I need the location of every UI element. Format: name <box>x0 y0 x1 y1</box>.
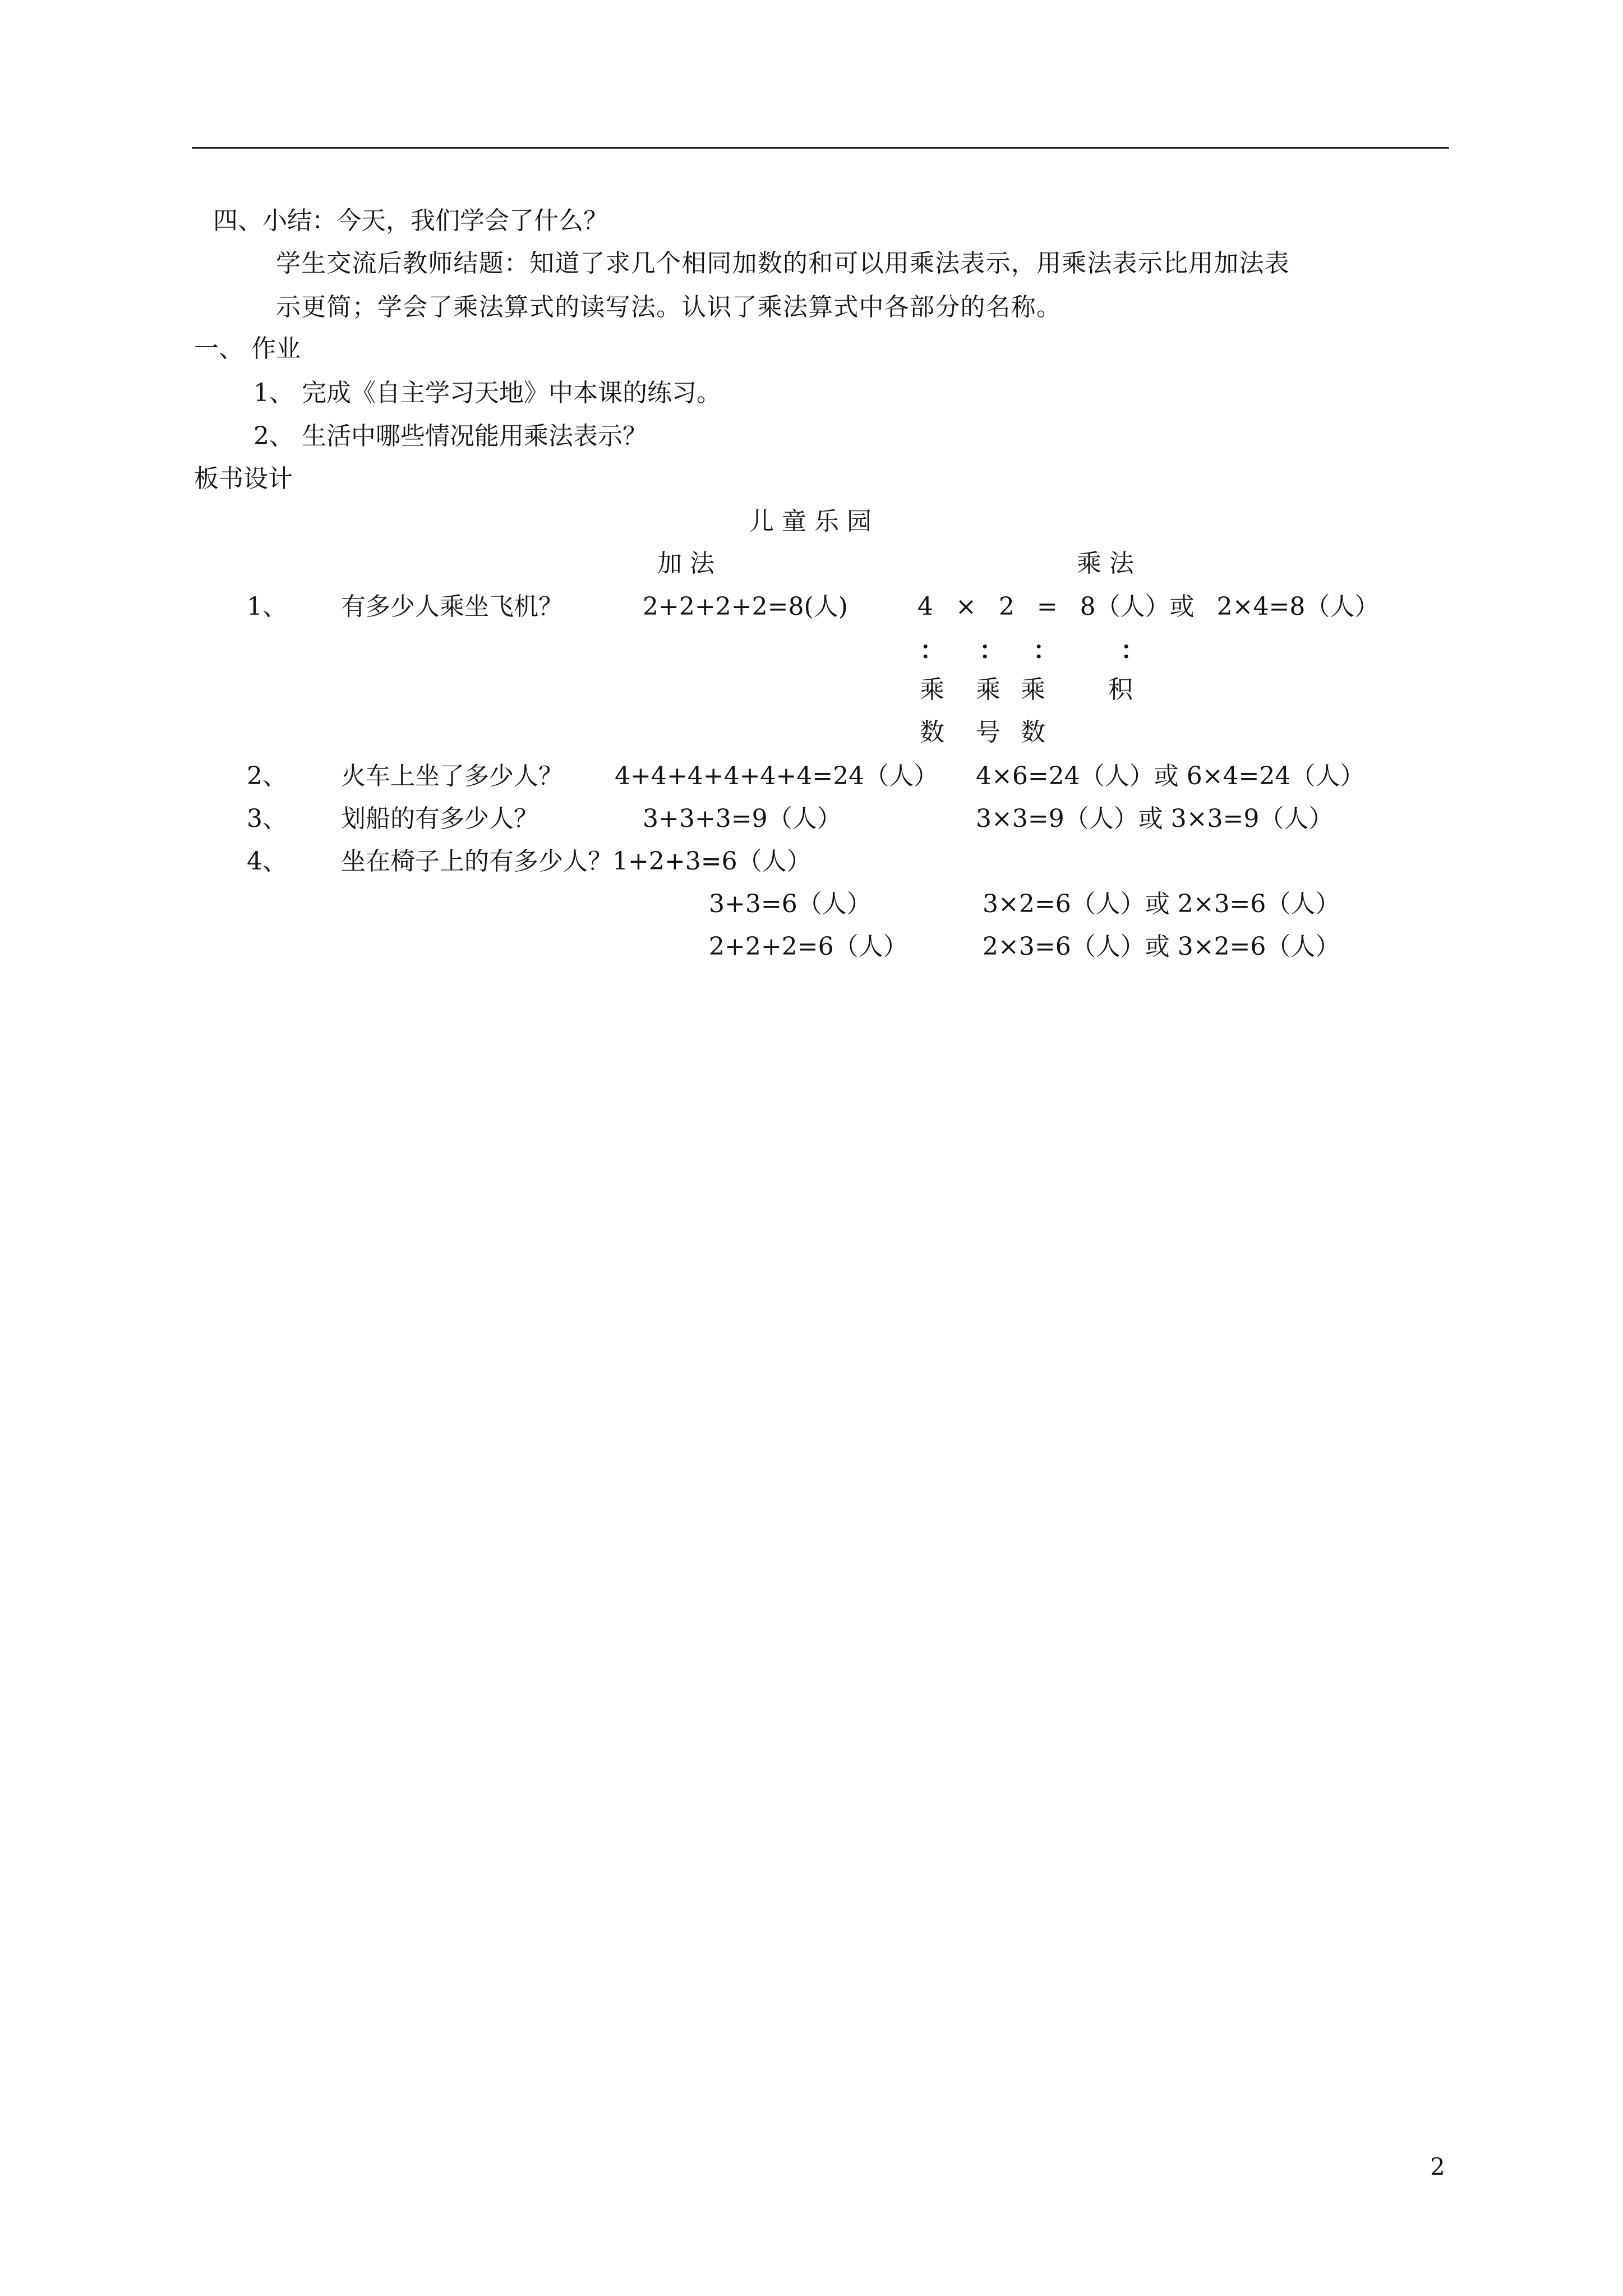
row-addition: 4+4+4+4+4+4=24（人） <box>615 762 939 790</box>
row-question: 坐在椅子上的有多少人？1+2+3=6（人） <box>341 847 811 876</box>
page-number: 2 <box>1430 2153 1445 2180</box>
annotation-colon: ： <box>920 636 944 665</box>
summary-paragraph-line2: 示更简；学会了乘法算式的读写法。认识了乘法算式中各部分的名称。 <box>276 293 1062 321</box>
annotation-colon: ： <box>1121 636 1145 665</box>
annotation-colon: ： <box>979 636 1004 665</box>
row-question: 划船的有多少人？ <box>341 804 538 833</box>
homework-item-2: 2、 生活中哪些情况能用乘法表示？ <box>253 422 647 450</box>
annotation-multiplicand-bottom: 数 <box>920 718 944 747</box>
board-title: 儿 童 乐 园 <box>749 507 872 536</box>
row-question: 火车上坐了多少人？ <box>341 762 563 790</box>
header-rule <box>192 147 1449 149</box>
row-number: 3、 <box>247 804 287 833</box>
row-multiplication: 4 × 2 = 8（人）或 2×4=8（人） <box>917 592 1380 621</box>
annotation-multiplier-top: 乘 <box>1021 675 1045 704</box>
row-question: 有多少人乘坐飞机？ <box>341 592 563 621</box>
summary-heading: 四、小结：今天，我们学会了什么？ <box>213 206 608 235</box>
row-addition: 2+2+2=6（人） <box>709 932 908 961</box>
row-multiplication: 3×2=6（人）或 2×3=6（人） <box>983 890 1340 918</box>
row-multiplication: 2×3=6（人）或 3×2=6（人） <box>983 932 1340 961</box>
board-column-add: 加 法 <box>657 549 714 578</box>
row-number: 4、 <box>247 847 287 876</box>
homework-heading: 一、 作业 <box>194 334 301 363</box>
annotation-sign-bottom: 号 <box>976 718 1000 747</box>
row-number: 2、 <box>247 762 287 790</box>
row-number: 1、 <box>247 592 287 621</box>
annotation-product: 积 <box>1108 675 1133 704</box>
board-heading: 板书设计 <box>194 464 293 493</box>
row-addition: 3+3=6（人） <box>709 890 872 918</box>
summary-paragraph-line1: 学生交流后教师结题：知道了求几个相同加数的和可以用乘法表示，用乘法表示比用加法表 <box>276 249 1290 278</box>
row-multiplication: 3×3=9（人）或 3×3=9（人） <box>976 804 1334 833</box>
homework-item-1: 1、 完成《自主学习天地》中本课的练习。 <box>253 379 721 407</box>
annotation-multiplier-bottom: 数 <box>1021 718 1045 747</box>
row-multiplication: 4×6=24（人）或 6×4=24（人） <box>976 762 1365 790</box>
annotation-multiplicand-top: 乘 <box>920 675 944 704</box>
row-addition: 3+3+3=9（人） <box>643 804 842 833</box>
annotation-sign-top: 乘 <box>976 675 1000 704</box>
annotation-colon: ： <box>1033 636 1058 665</box>
board-column-multiply: 乘 法 <box>1077 549 1134 578</box>
row-addition: 2+2+2+2=8(人) <box>643 592 848 621</box>
